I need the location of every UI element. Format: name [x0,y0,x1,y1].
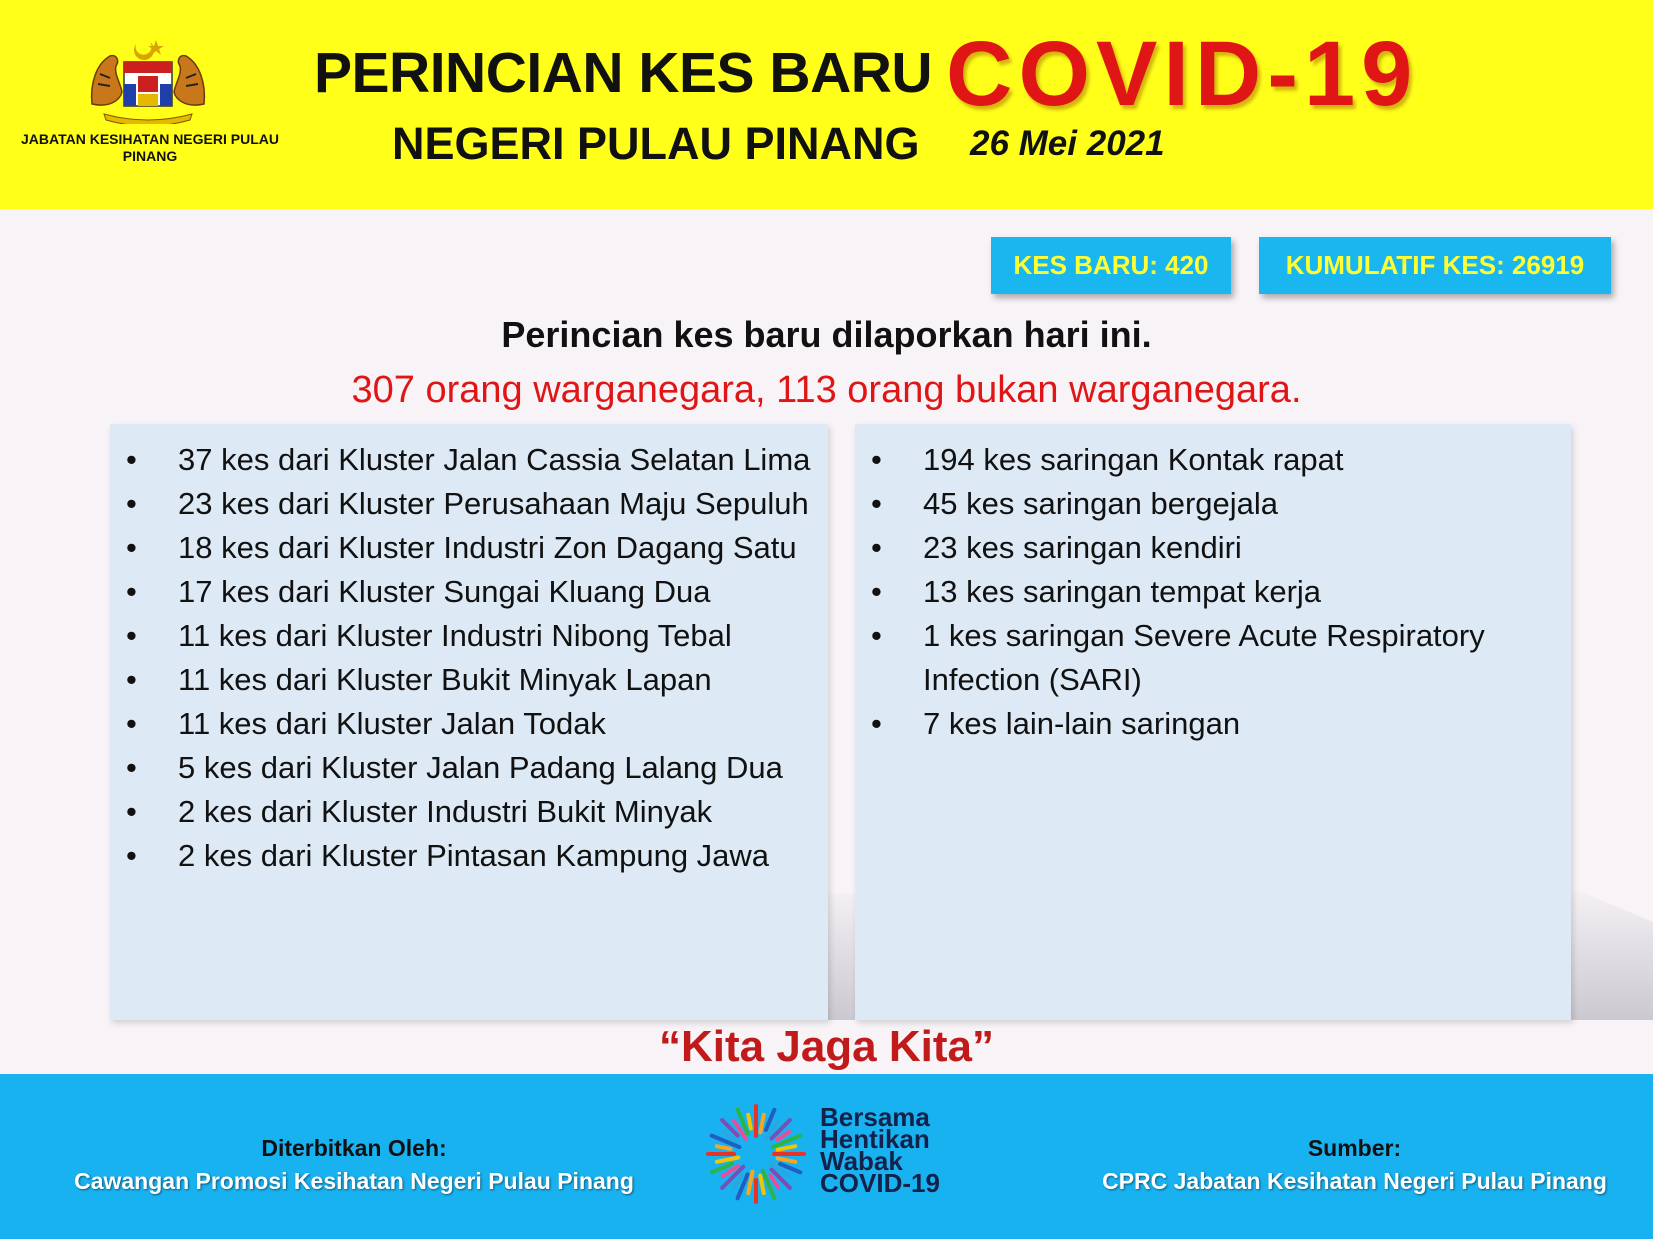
list-item: • 2 kes dari Kluster Industri Bukit Minyak [110,790,828,834]
list-item: • 5 kes dari Kluster Jalan Padang Lalang Dua [110,746,828,790]
burst-ray [778,1158,796,1162]
published-label: Diterbitkan Oleh: [261,1135,447,1161]
list-item: • 45 kes saringan bergejala [855,482,1571,526]
bullet-icon: • [126,442,137,477]
bullet-icon: • [871,442,882,477]
list-item: • 2 kes dari Kluster Pintasan Kampung Jawa [110,834,828,878]
bullet-icon: • [871,706,882,741]
report-date: 26 Mei 2021 [970,124,1165,163]
list-item: • 13 kes saringan tempat kerja [855,570,1571,614]
covid-title: COVID-19 [946,23,1419,125]
list-item: • 11 kes dari Kluster Jalan Todak [110,702,828,746]
cluster-panel [110,424,828,1020]
list-item: • 18 kes dari Kluster Industri Zon Dagang Satu [110,526,828,570]
slogan: “Kita Jaga Kita” [659,1022,994,1071]
list-item: • 11 kes dari Kluster Industri Nibong Tebal [110,614,828,658]
list-item: • 194 kes saringan Kontak rapat [855,438,1571,482]
malaysia-coat-of-arms-icon [86,34,210,124]
campaign-line: Bersama [820,1102,930,1132]
bullet-icon: • [126,838,137,873]
intro-title: Perincian kes baru dilaporkan hari ini. [501,314,1152,355]
source-label: Sumber: [1307,1135,1402,1161]
published-by: Cawangan Promosi Kesihatan Negeri Pulau Pinang [74,1168,634,1194]
campaign-burst-icon [700,1098,812,1210]
bullet-icon: • [126,662,137,697]
list-item: • 1 kes saringan Severe Acute Respiratory Infection (SARI) [855,614,1571,702]
department-name: JABATAN KESIHATAN NEGERI PULAU PINANG [21,131,279,164]
burst-ray [760,1176,764,1194]
bullet-icon: • [871,486,882,521]
campaign-logo-text [820,1102,940,1198]
bullet-icon: • [126,750,137,785]
bullet-icon: • [126,794,137,829]
burst-ray [717,1158,739,1162]
bullet-icon: • [126,706,137,741]
list-item: • 37 kes dari Kluster Jalan Cassia Selatan Lima [110,438,828,482]
list-item: • 11 kes dari Kluster Bukit Minyak Lapan [110,658,828,702]
cluster-list [110,424,828,878]
burst-ray [717,1146,731,1149]
campaign-line: COVID-19 [820,1168,940,1198]
new-cases-badge: KES BARU: 420 [991,237,1231,294]
list-item: • 17 kes dari Kluster Sungai Kluang Dua [110,570,828,614]
burst-ray [760,1115,764,1133]
source-value: CPRC Jabatan Kesihatan Negeri Pulau Pinang [1102,1168,1607,1194]
state-title: NEGERI PULAU PINANG [392,118,920,169]
list-item: • 7 kes lain-lain saringan [855,702,1571,746]
burst-ray [778,1146,796,1150]
screening-panel [855,424,1571,1020]
bullet-icon: • [126,486,137,521]
page-title: PERINCIAN KES BARU [314,41,933,105]
bullet-icon: • [871,618,882,653]
list-item: • 23 kes saringan kendiri [855,526,1571,570]
bullet-icon: • [126,530,137,565]
list-item: • 23 kes dari Kluster Perusahaan Maju Sepuluh [110,482,828,526]
bullet-icon: • [871,530,882,565]
campaign-line: Wabak [820,1146,903,1176]
campaign-line: Hentikan [820,1124,930,1154]
citizenship-breakdown: 307 orang warganegara, 113 orang bukan warganegara. [351,369,1302,411]
burst-ray [748,1115,751,1129]
screening-list [855,424,1571,746]
cumulative-cases-badge: KUMULATIF KES: 26919 [1259,237,1611,294]
bullet-icon: • [126,618,137,653]
bullet-icon: • [871,574,882,609]
bullet-icon: • [126,574,137,609]
